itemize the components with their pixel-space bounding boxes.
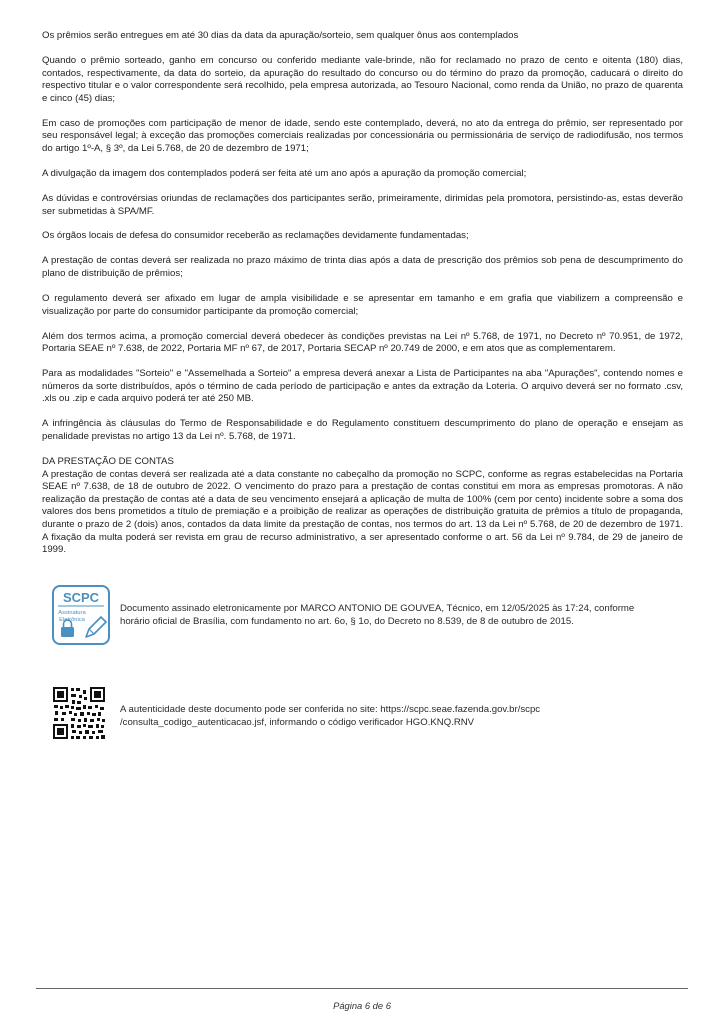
document-body	[42, 30, 683, 557]
signature-text: Documento assinado eletronicamente por MARCO ANTONIO DE GOUVEA, Técnico, em 12/05/2025 às 17:24, conforme horário oficial de Brasília, com fundamento no art. 6o, § 1o, do Decreto no 8.539, de 8 de outubro de 2015.	[120, 603, 635, 627]
paragraph-prize-delivery: Os prêmios serão entregues em até 30 dias da data da apuração/sorteio, sem qualquer ônus aos contemplados	[42, 30, 519, 41]
seal-brand: SCPC	[62, 590, 100, 605]
signature-block	[52, 585, 682, 645]
paragraph-participant-list: Para as modalidades "Sorteio" e "Assemelhada a Sorteio" a empresa deverá anexar a Lista de Participantes na aba "Apurações", contendo nomes e números da sorte distribuídos, após o término de cada período de participação e antes da extração da Loteria. O arquivo deverá ser no formato .csv, .xls ou .zip e cada arquivo poderá ter até 250 MB.	[42, 368, 683, 405]
paragraph-regulation-display: O regulamento deverá ser afixado em lugar de ampla visibilidade e se apresentar em tamanho e em grafia que viabilizem a compreensão e visualização por parte do consumidor participante da promoção comercial;	[42, 293, 683, 317]
paragraph-accountability-deadline: A prestação de contas deverá ser realizada no prazo máximo de trinta dias após a data de prescrição dos prêmios sob pena de descumprimento do plano de distribuição de prêmios;	[42, 255, 683, 280]
paragraph-consumer-defense: Os órgãos locais de defesa do consumidor receberão as reclamações devidamente fundamentadas;	[42, 230, 469, 242]
authenticity-text	[120, 703, 680, 729]
paragraph-legal-conditions: Além dos termos acima, a promoção comercial deverá obedecer às condições previstas na Lei nº 5.768, de 1971, no Decreto nº 70.951, de 1972, Portaria SEAE nº 7.638, de 2022, Portaria MF nº 67, de 2017, Portaria SECAP nº 20.749 de 2000, e em atos que as complementarem.	[42, 330, 683, 355]
paragraph-image-disclosure: A divulgação da imagem dos contemplados poderá ser feita até um ano após a apuração da promoção comercial;	[42, 167, 527, 179]
paragraph-minor-winner: Em caso de promoções com participação de menor de idade, sendo este contemplado, deverá, no ato da entrega do prêmio, ser representado por seu responsável legal; à exceção das promoções comerciais realizadas por concessionária ou permissionária de serviço de radiodifusão, nos termos do artigo 1º-A, § 3º, da Lei 5.768, de 20 de dezembro de 1971;	[42, 117, 683, 154]
footer-divider	[36, 988, 688, 989]
qr-code-icon	[52, 686, 106, 740]
seal-line2: Eletrônica	[59, 617, 85, 623]
seal-line1: Assinatura	[58, 610, 86, 616]
section-body: A prestação de contas deverá ser realizada até a data constante no cabeçalho da promoção no SCPC, conforme as regras estabelecidas na Portaria SEAE nº 7.638, de 18 de outubro de 2022. O vencimento do prazo para a prestação de contas constitui em mora as empresas promotoras. A não realização da prestação de contas até a data de seu vencimento ensejará a aplicação de multa de 100% (cem por cento) incidente sobre a soma dos valores dos bens prometidos a título de premiação e a proibição de realizar as operações de distribuição gratuita de prêmios a título de propaganda, durante o prazo de 2 (dois) anos, contados da data limite da prestação de contas, nos termos do art. 13 da Lei nº 5.768, de 20 de dezembro de 1971. A fixação da multa poderá ser revista em grau de recurso administrativo, a ser apresentado conforme o art. 56 da Lei nº 9.784, de 29 de janeiro de 1999.	[42, 468, 683, 556]
authenticity-line1: A autenticidade deste documento pode ser conferida no site: https://scpc.seae.fazenda.gov.br/scpc	[120, 704, 541, 715]
authenticity-line2: /consulta_codigo_autenticacao.jsf, informando o código verificador HGO.KNQ.RNV	[120, 717, 475, 728]
paragraph-infringement: A infringência às cláusulas do Termo de Responsabilidade e do Regulamento constituem descumprimento do plano de operação e ensejam as penalidade previstas no artigo 13 da Lei nº. 5.768, de 1971.	[42, 418, 683, 442]
page-number: Página 6 de 6	[333, 1000, 391, 1011]
scpc-seal-icon	[52, 585, 110, 645]
paragraph-disputes: As dúvidas e controvérsias oriundas de reclamações dos participantes serão, primeiramente, dirimidas pela promotora, persistindo-as, estas deverão ser submetidas à SPA/MF.	[42, 192, 683, 217]
section-title: DA PRESTAÇÃO DE CONTAS	[42, 455, 174, 467]
authenticity-block	[52, 686, 682, 742]
paragraph-unclaimed-prize: Quando o prêmio sorteado, ganho em concurso ou conferido mediante vale-brinde, não for reclamado no prazo de cento e oitenta (180) dias, contados, respectivamente, da data do sorteio, da apuração do resultado do concurso ou do término do prazo da promoção, caducará o direito do respectivo titular e o valor correspondente será recolhido, pela empresa autorizada, ao Tesouro Nacional, como renda da União, no prazo de quarenta e cinco (45) dias;	[42, 54, 683, 104]
